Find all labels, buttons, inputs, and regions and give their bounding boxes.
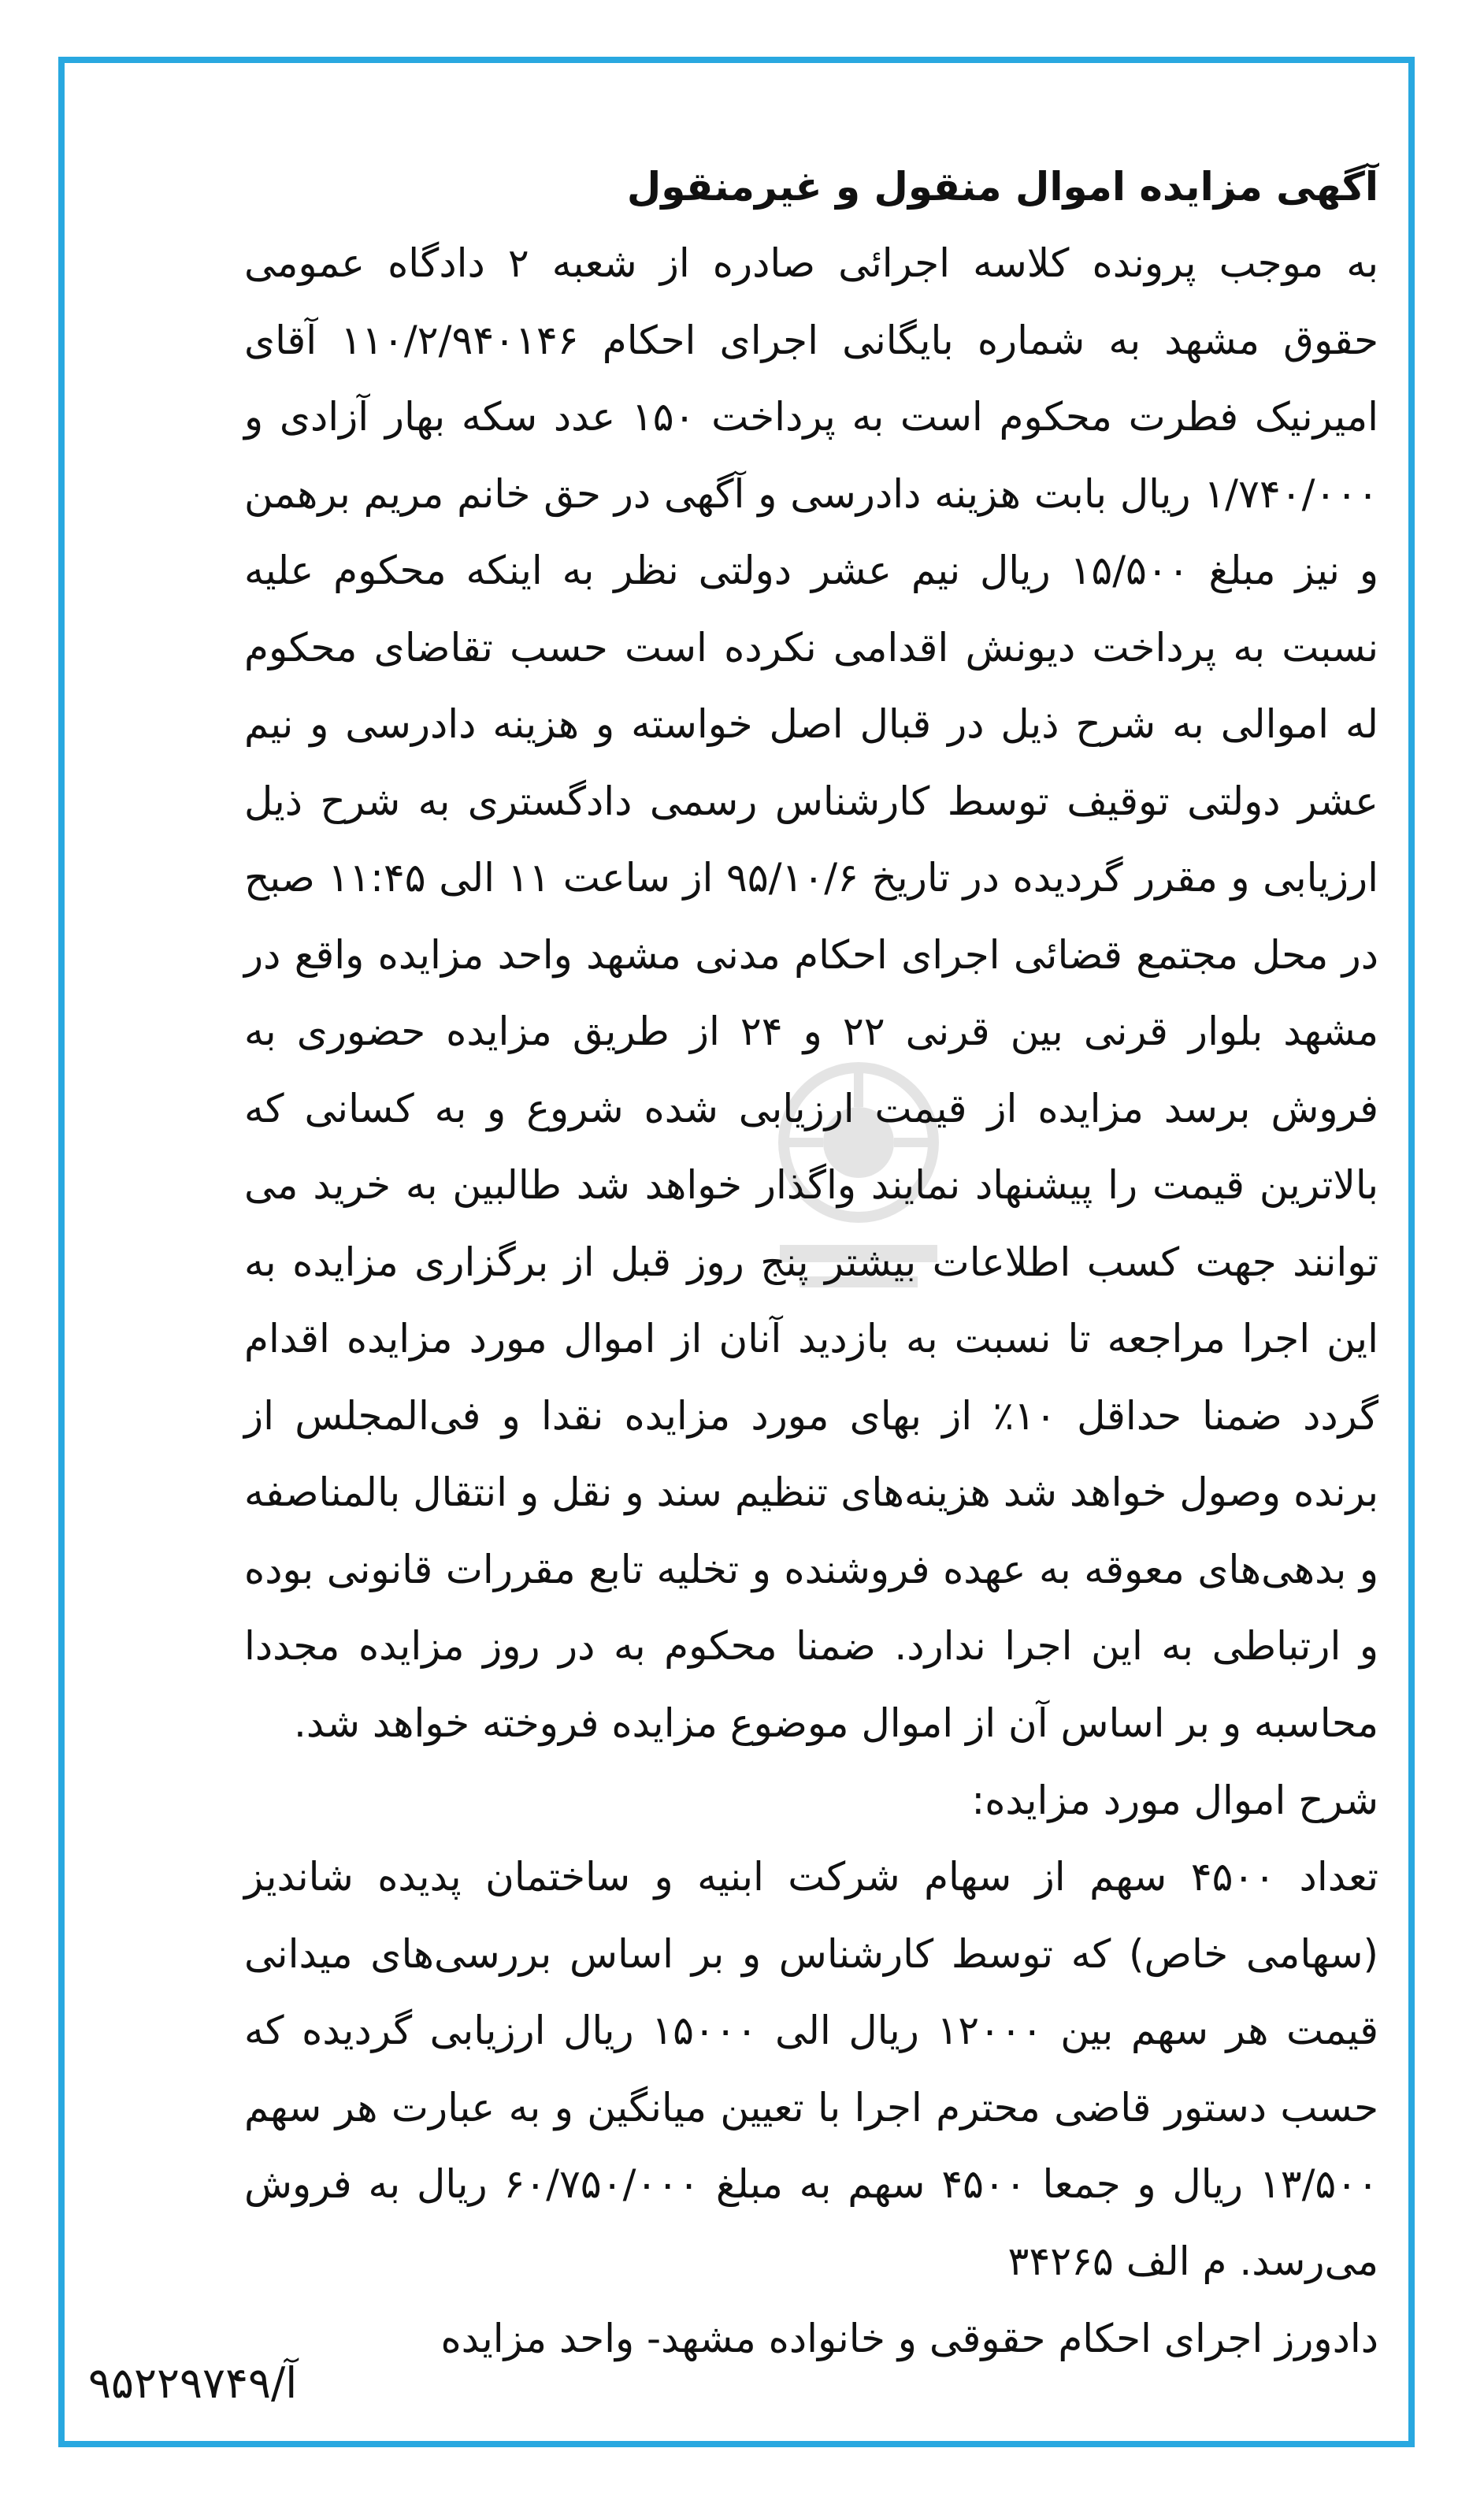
notice-body: به موجب پرونده کلاسه اجرائی صادره از شعبه ۲ دادگاه عمومی حقوق مشهد به شماره بایگانی اجرای احکام ۱۱۰/۲/۹۴۰۱۴۶ آقای امیرنیک فطرت محکوم است به پرداخت ۱۵۰ عدد سکه بهار آزادی و ۱/۷۴۰/۰۰۰ ریال بابت هزینه دادرسی و آگهی در حق خانم مریم برهمن و نیز مبلغ ۱۵/۵۰۰ ریال نیم عشر دولتی نظر به اینکه محکوم علیه نسبت به پرداخت دیونش اقدامی نکرده است حسب تقاضای محکوم له اموالی به شرح ذیل در قبال اصل خواسته و هزینه دادرسی و نیم عشر دولتی توقیف توسط کارشناس رسمی دادگستری به شرح ذیل ارزیابی و مقرر گردیده در تاریخ ۹۵/۱۰/۶ از ساعت ۱۱ الی ۱۱:۴۵ صبح در محل مجتمع قضائی اجرای احکام مدنی مشهد واحد مزایده واقع در مشهد بلوار قرنی بین قرنی ۲۲ و ۲۴ از طریق مزایده حضوری به فروش برسد مزایده از قیمت ارزیابی شده شروع و به کسانی که بالاترین قیمت را پیشنهاد نمایند واگذار خواهد شد طالبین به خرید می توانند جهت کسب اطلاعات بیشتر پنج روز قبل از برگزاری مزایده به این اجرا مراجعه تا نسبت به بازدید آنان از اموال مورد مزایده اقدام گردد ضمنا حداقل ۱۰٪ از بهای مورد مزایده نقدا و فی‌المجلس از برنده وصول خواهد شد هزینه‌های تنظیم سند و نقل و انتقال بالمناصفه و بدهی‌های معوقه به عهده فروشنده و تخلیه تابع مقررات قانونی بوده و ارتباطی به این اجرا ندارد. ضمنا محکوم به در روز مزایده مجددا محاسبه و بر اساس آن از اموال موضوع مزایده فروخته خواهد شد. bbox=[244, 240, 1379, 1746]
notice-content bbox=[244, 148, 1378, 2377]
notice-signature: دادورز اجرای احکام حقوقی و خانواده مشهد- واحد مزایده bbox=[440, 2316, 1378, 2361]
assets-description: تعداد ۴۵۰۰ سهم از سهام شرکت ابنیه و ساختمان پدیده شاندیز (سهامی خاص) که توسط کارشناس و بر اساس بررسی‌های میدانی قیمت هر سهم بین ۱۲۰۰۰ ریال الی ۱۵۰۰۰ ریال ارزیابی گردیده که حسب دستور قاضی محترم اجرا با تعیین میانگین و به عبارت هر سهم ۱۳/۵۰۰ ریال و جمعا ۴۵۰۰ سهم به مبلغ ۶۰/۷۵۰/۰۰۰ ریال به فروش می‌رسد. م الف ۳۴۲۶۵ bbox=[244, 1854, 1378, 2284]
assets-heading: شرح اموال مورد مزایده: bbox=[971, 1778, 1378, 1823]
notice-title: آگهی مزایده اموال منقول و غیرمنقول bbox=[626, 164, 1378, 210]
ad-code: آ/۹۵۲۲۹۷۴۹ bbox=[88, 2358, 298, 2408]
